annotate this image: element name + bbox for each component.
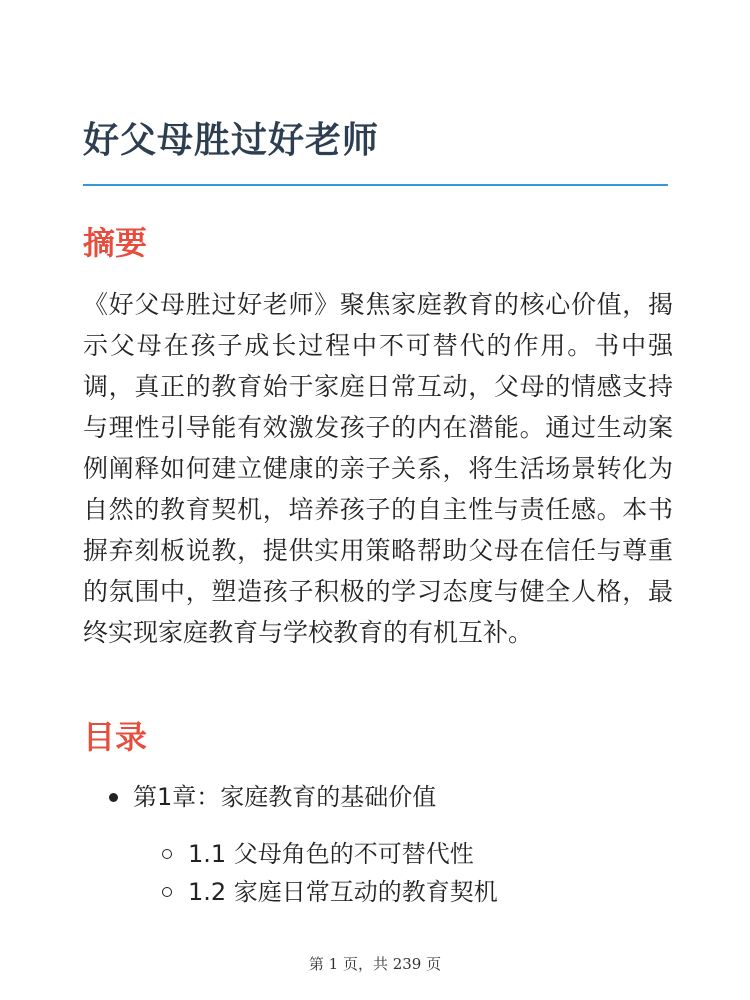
toc-list <box>0 776 750 906</box>
toc-section-1-1[interactable] <box>0 834 750 872</box>
title-divider <box>83 184 668 186</box>
document-title: 好父母胜过好老师 <box>83 120 380 161</box>
toc-chapter-1-sections <box>0 820 750 906</box>
page-number-footer: 第 1 页，共 239 页 <box>308 955 442 973</box>
toc-section-label: 1.1 父母角色的不可替代性 <box>188 840 474 868</box>
hollow-bullet-icon <box>162 849 172 859</box>
hollow-bullet-icon <box>162 887 172 897</box>
toc-section-1-2[interactable] <box>0 872 750 910</box>
bullet-icon <box>109 793 118 802</box>
toc-chapter-1[interactable] <box>0 776 750 820</box>
toc-section-label: 1.2 家庭日常互动的教育契机 <box>188 878 498 906</box>
toc-heading: 目录 <box>83 718 148 756</box>
abstract-paragraph: 《好父母胜过好老师》聚焦家庭教育的核心价值，揭示父母在孩子成长过程中不可替代的作用。书中强调，真正的教育始于家庭日常互动，父母的情感支持与理性引导能有效激发孩子的内在潜能。通过生动案例阐释如何建立健康的亲子关系，将生活场景转化为自然的教育契机，培养孩子的自主性与责任感。本书摒弃刻板说教，提供实用策略帮助父母在信任与尊重的氛围中，塑造孩子积极的学习态度与健全人格，最终实现家庭教育与学校教育的有机互补。 <box>83 290 673 647</box>
toc-sublist <box>0 834 750 910</box>
abstract-heading: 摘要 <box>83 224 148 262</box>
toc-chapter-label: 第1章：家庭教育的基础价值 <box>133 783 437 811</box>
